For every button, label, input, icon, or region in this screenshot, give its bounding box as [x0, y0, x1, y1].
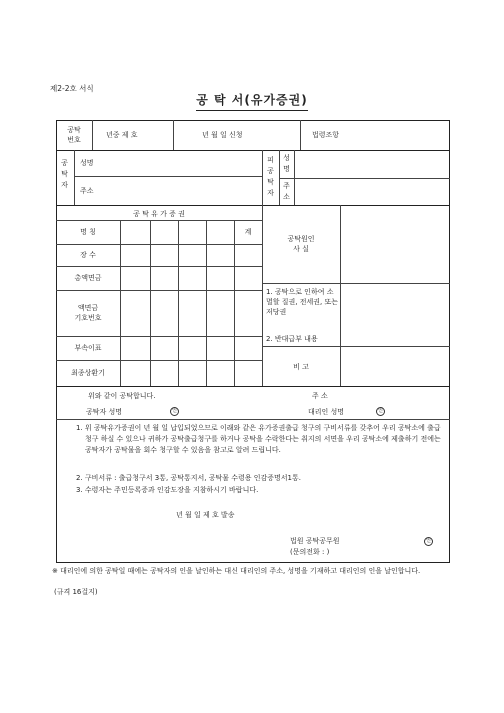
form-number: 제2-2호 서식: [50, 84, 94, 93]
depositor-signature-label: 공탁자 성명: [86, 408, 123, 416]
notice-item-2: 2. 구비서류 : 출급청구서 3통, 공탁통지서, 공탁물 수령용 인감증명서1통.: [76, 474, 301, 482]
securities-redemption-label: 최종상환기: [71, 369, 105, 377]
divider: [56, 336, 262, 337]
divider: [150, 220, 151, 386]
divider: [56, 290, 262, 291]
divider: [234, 220, 235, 386]
divider: [56, 360, 262, 361]
divider: [74, 150, 75, 205]
securities-total-label: 계: [244, 228, 252, 236]
divider: [56, 266, 262, 267]
divider: [74, 176, 262, 177]
remarks-label: 비 고: [293, 363, 309, 371]
divider: [56, 244, 262, 245]
securities-name-label: 명 칭: [80, 228, 96, 236]
divider: [279, 150, 280, 205]
divider: [173, 120, 174, 150]
deposit-number-label: 공탁: [67, 126, 81, 134]
seal-mark: 인: [170, 407, 179, 416]
page-title: 공 탁 서(유가증권): [196, 93, 308, 107]
divider: [120, 220, 121, 386]
dispatch-line: 년 월 일 제 호 발송: [176, 511, 235, 519]
address-label: 주 소: [312, 392, 328, 400]
divider: [56, 386, 450, 387]
depositor-label: 공 탁 자: [61, 159, 68, 189]
recipient-label: 피 공 탁 자: [267, 156, 274, 197]
notice-item-1: 1. 위 공탁유가증권이 년 월 일 납입되었으므로 이래와 같은 유가증권출급 청구의 구비서류를 갖추어 우리 공탁소에 출급청구 하실 수 있으나 귀하가 공탁출급청구를 하거나 공탁을 수락한다는 취지의 서면을 우리 공탁소에 제출하기 전에는 공탁자가 공탁물을 회수 청구할 수 있음을 참고로 알려 드립니다.: [76, 424, 441, 454]
divider: [56, 419, 450, 420]
application-date: 년 월 일 신청: [202, 131, 243, 139]
divider: [340, 205, 341, 386]
inquiry-phone: (문의전화 : ): [290, 548, 330, 556]
deposit-statement: 위와 같이 공탁합니다.: [88, 392, 156, 400]
divider: [262, 150, 263, 205]
divider: [262, 205, 263, 386]
divider: [56, 220, 262, 221]
deposit-cause-label: 공탁원인 사 실: [287, 235, 315, 253]
divider: [56, 150, 450, 151]
recipient-address-label: 주 소: [283, 182, 290, 201]
seal-mark: 인: [424, 537, 433, 546]
securities-total-face-label: 총액면금: [74, 274, 102, 282]
deposit-number-label: 번호: [67, 136, 81, 144]
agent-signature-label: 대리인 성명: [308, 408, 345, 416]
divider: [294, 150, 295, 205]
divider: [262, 283, 450, 284]
year-case-number: 년중 제 호: [106, 131, 138, 139]
footer-note: ※ 대리인에 의한 공탁일 때에는 공탁자의 인을 날인하는 대신 대리인의 주소, 성명을 기재하고 대리인의 인을 날인합니다.: [52, 567, 421, 575]
securities-header: 공 탁 유 가 증 권: [133, 210, 185, 218]
divider: [206, 220, 207, 386]
paper-spec: (규격 16걸지): [54, 588, 98, 596]
divider: [300, 120, 301, 150]
legal-provision-label: 법령조항: [312, 131, 340, 139]
securities-count-label: 장 수: [80, 251, 96, 259]
divider: [279, 178, 450, 179]
seal-mark: 인: [376, 407, 385, 416]
depositor-address-label: 주소: [80, 187, 94, 195]
deposit-officer-label: 법원 공탁공무원: [290, 537, 340, 545]
divider: [56, 205, 450, 206]
extinguished-rights-label: 1. 공탁으로 인하여 소멸할 질권, 전세권, 또는 저당권: [266, 288, 338, 316]
divider: [178, 220, 179, 386]
securities-face-code-label: 액면금 기호번호: [74, 304, 102, 322]
form-frame: [56, 120, 450, 563]
counter-performance-label: 2. 반대급부 내용: [266, 335, 318, 343]
recipient-name-label: 성 명: [283, 154, 290, 173]
divider: [92, 120, 93, 150]
divider: [262, 346, 450, 347]
notice-item-3: 3. 수령자는 주민등록증과 인감도장을 지참하시기 바랍니다.: [76, 486, 259, 494]
securities-coupon-label: 부속이표: [74, 344, 102, 352]
title-underline: [196, 110, 308, 111]
depositor-name-label: 성명: [80, 159, 94, 167]
